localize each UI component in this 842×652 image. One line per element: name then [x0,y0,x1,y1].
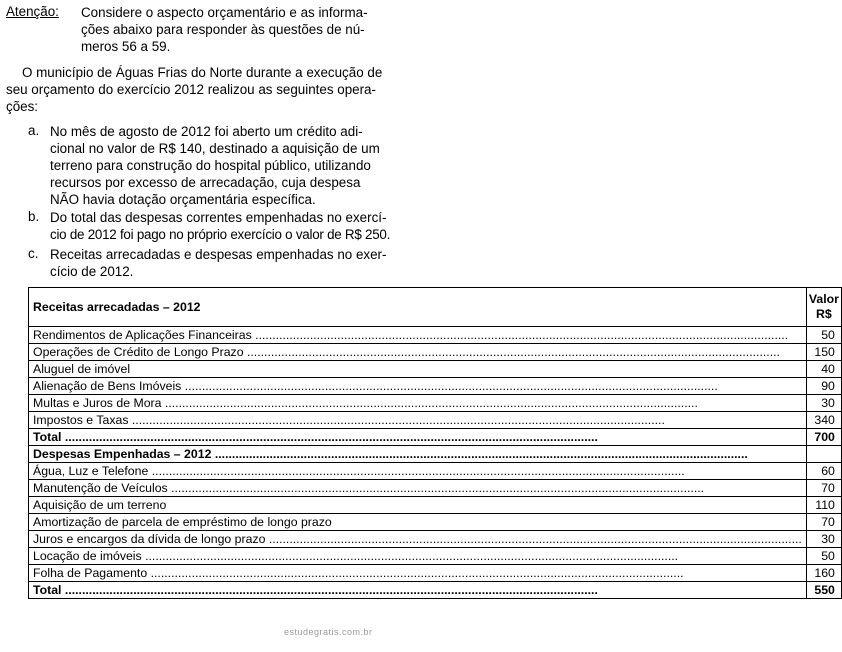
intro-paragraph [6,64,398,115]
valor-header-line1: Valor [808,292,839,306]
item-text-a [50,123,397,208]
item-line: cio de 2012 foi pago no próprio exercício o valor de R$ 250. [50,227,391,242]
item-line: NÃO havia dotação orçamentária específica. [50,192,316,207]
row-value: 40 [806,361,841,378]
item-line: Do total das despesas correntes empenhadas no exercí- [50,210,387,225]
despesas-header-row [29,446,842,463]
row-desc: Manutenção de Veículos ..... [29,480,807,497]
table-row [29,531,842,548]
row-value: 50 [806,327,841,344]
intro-line: seu orçamento do exercício 2012 realizou as seguintes opera- [6,82,376,97]
row-value: 160 [806,565,841,582]
total-receitas-row [29,429,842,446]
row-value: 110 [806,497,841,514]
row-value: 70 [806,480,841,497]
total-label: Total ..... [29,582,807,599]
receitas-header: Receitas arrecadadas – 2012 [29,288,807,327]
item-line: Receitas arrecadadas e despesas empenhadas no exer- [50,247,387,262]
table-row [29,344,842,361]
attention-text [81,4,397,55]
total-value: 550 [806,582,841,599]
row-desc: Alienação de Bens Imóveis ..... [29,378,807,395]
item-letter-b: b. [28,209,40,224]
item-line: cional no valor de R$ 140, destinado a aquisição de um [50,141,380,156]
table-row [29,514,842,531]
attention-line: meros 56 a 59. [81,39,171,54]
item-text-b [50,209,397,243]
row-value: 60 [806,463,841,480]
row-desc: Impostos e Taxas ..... [29,412,807,429]
table-row [29,480,842,497]
attention-line: Considere o aspecto orçamentário e as informa- [81,5,368,20]
total-label: Total ..... [29,429,807,446]
table-row [29,565,842,582]
table-row [29,361,842,378]
watermark: estudegratis.com.br [284,627,373,637]
row-value: 90 [806,378,841,395]
row-desc: Amortização de parcela de empréstimo de longo prazo [29,514,807,531]
item-line: recursos por excesso de arrecadação, cuja despesa [50,175,361,190]
item-letter-a: a. [28,123,40,138]
item-line: cício de 2012. [50,264,134,279]
table-row [29,378,842,395]
row-desc: Aquisição de um terreno [29,497,807,514]
valor-header [806,288,841,327]
row-desc: Locação de imóveis ..... [29,548,807,565]
row-desc: Aluguel de imóvel [29,361,807,378]
intro-line: ções: [6,99,39,114]
row-value: 50 [806,548,841,565]
table-row [29,548,842,565]
total-despesas-row [29,582,842,599]
row-value: 70 [806,514,841,531]
row-value: 150 [806,344,841,361]
table-row [29,463,842,480]
table-row [29,327,842,344]
despesas-header: Despesas Empenhadas – 2012 ..... [29,446,807,463]
row-desc: Água, Luz e Telefone ..... [29,463,807,480]
row-desc: Juros e encargos da dívida de longo prazo ..... [29,531,807,548]
intro-line: O município de Águas Frias do Norte durante a execução de [22,65,383,80]
attention-line: ções abaixo para responder às questões de nú- [81,22,365,37]
row-desc: Folha de Pagamento ..... [29,565,807,582]
table-header-row [29,288,842,327]
row-desc: Operações de Crédito de Longo Prazo ..... [29,344,807,361]
valor-header-line2: R$ [816,307,832,321]
row-desc: Rendimentos de Aplicações Financeiras ..... [29,327,807,344]
item-letter-c: c. [28,246,39,261]
budget-table [28,287,842,599]
row-value: 30 [806,531,841,548]
item-line: No mês de agosto de 2012 foi aberto um crédito adi- [50,124,363,139]
table-row [29,497,842,514]
item-line: terreno para construção do hospital público, utilizando [50,158,371,173]
row-value: 30 [806,395,841,412]
empty-value [806,446,841,463]
table-row [29,395,842,412]
row-value: 340 [806,412,841,429]
item-text-c [50,246,397,280]
attention-label: Atenção: [6,4,59,19]
table-row [29,412,842,429]
row-desc: Multas e Juros de Mora ..... [29,395,807,412]
total-value: 700 [806,429,841,446]
